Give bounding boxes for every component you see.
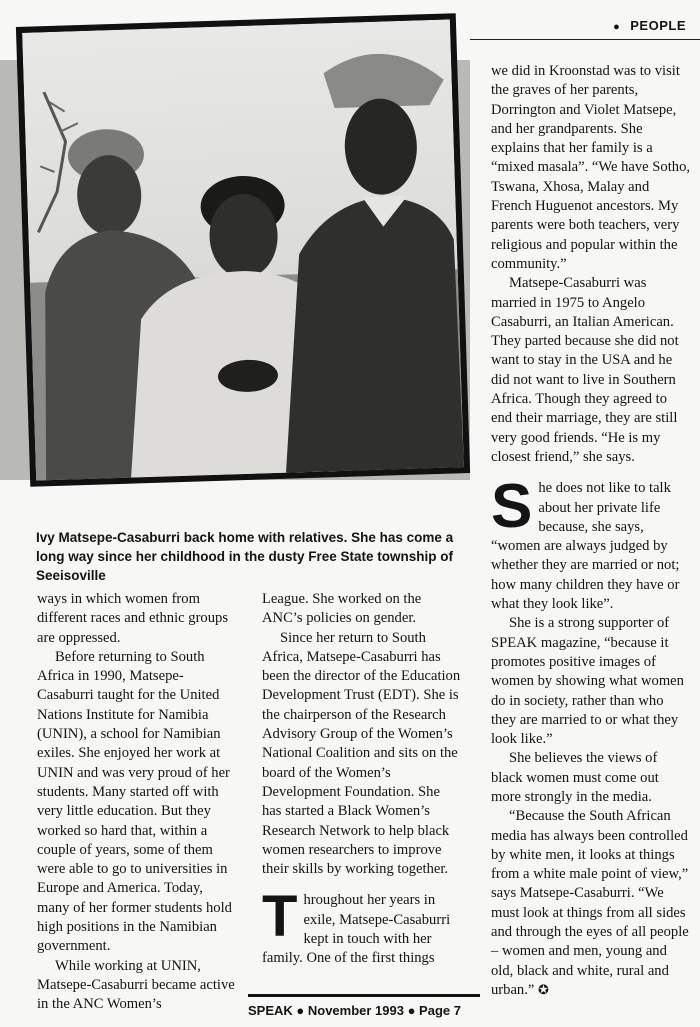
- paragraph-text: “Because the South African media has always been controlled by white men, it looks at things from a white male point of view,” says Matsepe-Casaburri. “We must look at things from all sides and through the eyes of all people – women and men, young and old, black and white, rural and urban.”: [491, 808, 689, 998]
- paragraph-text: he does not like to talk about her private life because, she says, “women are always judged by whether they are married or not; how many children they have or what they look like”.: [491, 480, 680, 613]
- section-header: [613, 18, 686, 33]
- paragraph: Since her return to South Africa, Matsepe-Casaburri has been the director of the Education Development Trust (EDT). She is the chairperson of the Research Advisory Group of the Women’s National Coalition and sits on the board of the Women’s Development Foundation. She has started a Black Women’s Research Network to help black women researchers to improve their skills by working together.: [262, 629, 461, 878]
- drop-cap: T: [262, 884, 298, 950]
- photo-icon: [22, 19, 464, 480]
- paragraph-text: hroughout her years in exile, Matsepe-Casaburri kept in touch with her family. One of the first things: [262, 892, 451, 967]
- paragraph: Matsepe-Casaburri was married in 1975 to Angelo Casaburri, an Italian American. They parted because she did not want to stay in the USA and he did not want to live in Southern Africa. Though they agreed to end their marriage, they are still very good friends. “He is my closest friend,” she says.: [491, 275, 679, 465]
- paragraph: [491, 807, 691, 1000]
- dropcap-paragraph: [491, 472, 691, 614]
- header-rule: [470, 39, 700, 40]
- column-1: [37, 590, 237, 1015]
- bullet-icon: ●: [613, 21, 621, 33]
- photo-frame: [16, 13, 470, 487]
- section-label: PEOPLE: [630, 18, 686, 33]
- paragraph: ways in which women from different races and ethnic groups are oppressed.: [37, 591, 228, 646]
- paragraph: She believes the views of black women must come out more strongly in the media.: [491, 750, 659, 805]
- paragraph: Before returning to South Africa in 1990, Matsepe-Casaburri taught for the United Nations Institute for Namibia (UNIN), a school for Namibian exiles. She enjoyed her work at UNIN and was very proud of her students. Many started off with very little education. But they worked so hard that, within a couple of years, some of them were able to go to universities in Europe and America. Today, many of her former students hold high positions in the Namibian government.: [37, 648, 232, 955]
- dropcap-paragraph: [262, 884, 462, 968]
- column-2: [262, 590, 462, 969]
- paragraph: we did in Kroonstad was to visit the graves of her parents, Dorrington and Violet Matsepe, and her grandparents. She explains that her family is a “mixed masala”. “We have Sotho, Tswana, Xhosa, Malay and French Huguenot ancestors. My parents were both teachers, very religious and popular within the community.”: [491, 63, 691, 272]
- paragraph: League. She worked on the ANC’s policies on gender.: [262, 591, 422, 627]
- drop-cap: S: [491, 472, 533, 542]
- end-star-icon: ✪: [538, 982, 549, 998]
- footer-rule: [248, 994, 480, 997]
- column-3: [491, 62, 691, 1000]
- paragraph: She is a strong supporter of SPEAK magazine, “because it promotes positive images of women by showing what women do in society, rather than who they are married to or what they look like.”: [491, 615, 684, 748]
- paragraph: While working at UNIN, Matsepe-Casaburri became active in the ANC Women’s: [37, 957, 235, 1013]
- photo-caption: Ivy Matsepe-Casaburri back home with relatives. She has come a long way since her childhood in the dusty Free State township of Seeisoville: [36, 530, 454, 583]
- page-footer: SPEAK ● November 1993 ● Page 7: [248, 1003, 461, 1018]
